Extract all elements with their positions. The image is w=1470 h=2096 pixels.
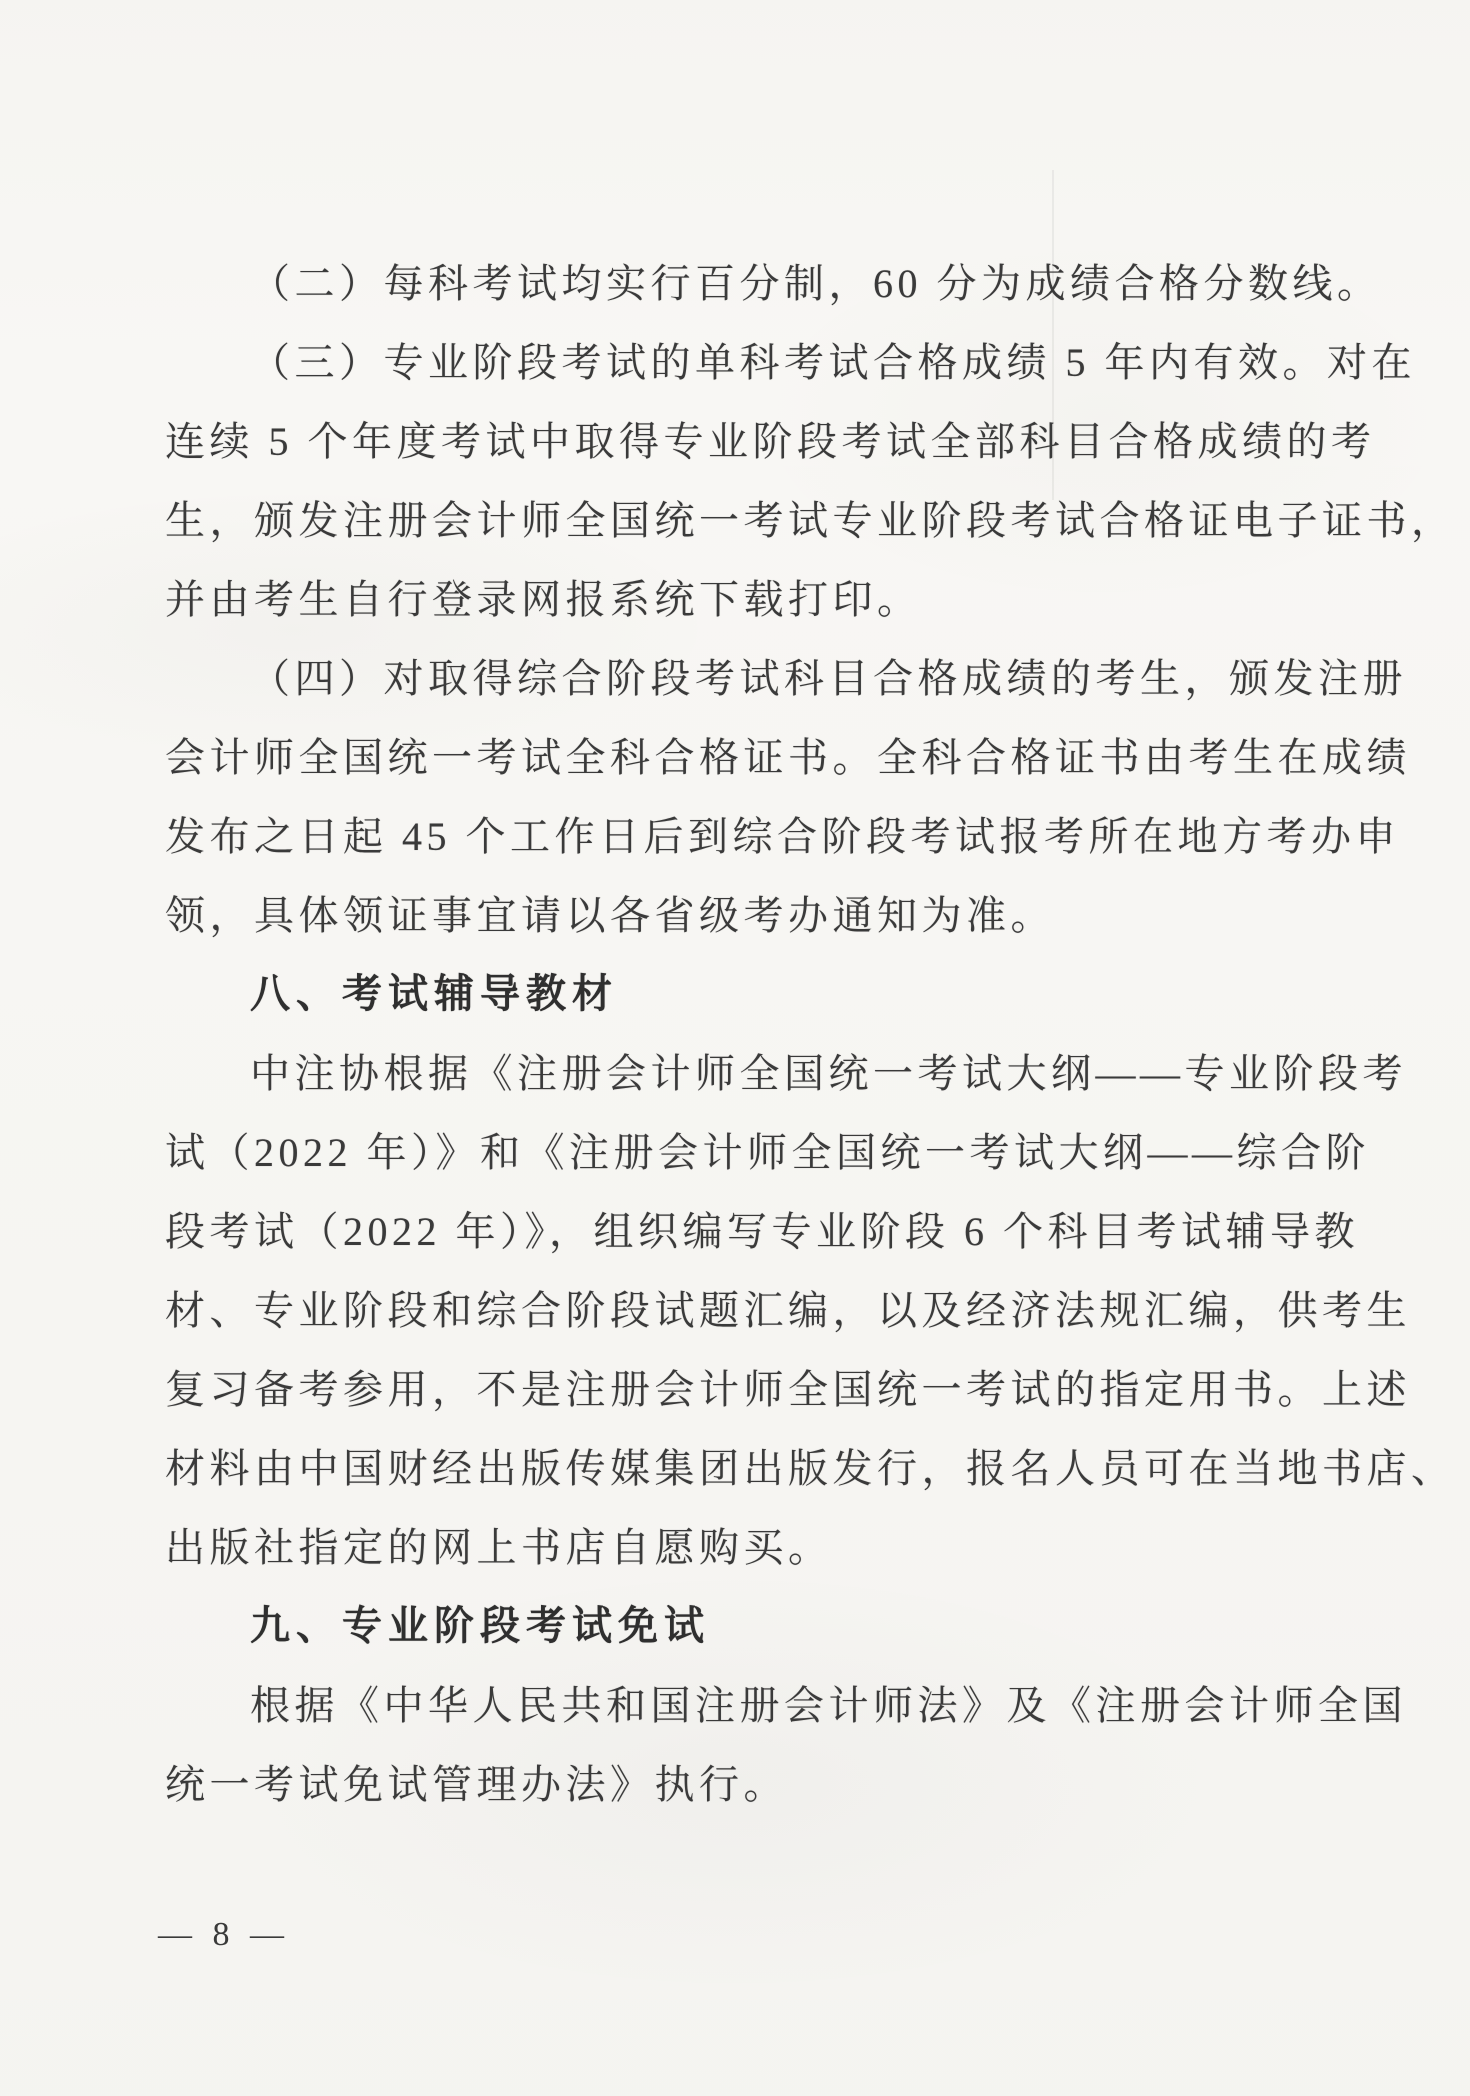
text-line: 生，颁发注册会计师全国统一考试专业阶段考试合格证电子证书， (165, 498, 1456, 543)
text-line: 材料由中国财经出版传媒集团出版发行，报名人员可在当地书店、 (165, 1446, 1456, 1491)
text-line: 材、专业阶段和综合阶段试题汇编，以及经济法规汇编，供考生 (165, 1288, 1411, 1333)
text-line: 会计师全国统一考试全科合格证书。全科合格证书由考生在成绩 (165, 735, 1411, 780)
text-line: 段考试（2022 年）》，组织编写专业阶段 6 个科目考试辅导教 (165, 1209, 1359, 1254)
text-line: （二）每科考试均实行百分制，60 分为成绩合格分数线。 (250, 261, 1382, 306)
text-line: （三）专业阶段考试的单科考试合格成绩 5 年内有效。对在 (250, 340, 1416, 385)
text-line: 发布之日起 45 个工作日后到综合阶段考试报考所在地方考办申 (165, 814, 1400, 859)
section-heading: 八、考试辅导教材 (250, 971, 618, 1017)
text-line: 并由考生自行登录网报系统下载打印。 (165, 577, 922, 622)
text-line: 根据《中华人民共和国注册会计师法》及《注册会计师全国 (250, 1683, 1407, 1728)
text-line: 中注协根据《注册会计师全国统一考试大纲——专业阶段考 (250, 1051, 1407, 1096)
section-heading: 九、专业阶段考试免试 (250, 1603, 710, 1649)
page-number: — 8 — (158, 1916, 290, 1953)
text-line: （四）对取得综合阶段考试科目合格成绩的考生，颁发注册 (250, 656, 1407, 701)
document-body (0, 244, 1470, 1824)
text-line: 统一考试免试管理办法》执行。 (165, 1762, 788, 1807)
text-line: 领，具体领证事宜请以各省级考办通知为准。 (165, 893, 1055, 938)
text-line: 连续 5 个年度考试中取得专业阶段考试全部科目合格成绩的考 (165, 419, 1376, 464)
text-line: 复习备考参用，不是注册会计师全国统一考试的指定用书。上述 (165, 1367, 1411, 1412)
text-line: 出版社指定的网上书店自愿购买。 (165, 1525, 833, 1570)
text-line: 试（2022 年）》和《注册会计师全国统一考试大纲——综合阶 (165, 1130, 1370, 1175)
